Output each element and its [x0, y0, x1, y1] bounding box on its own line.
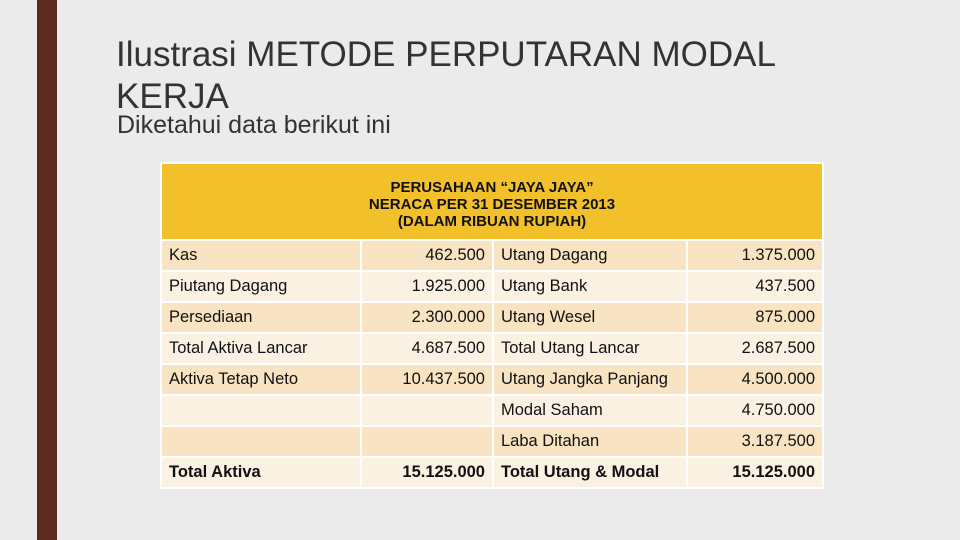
total-assets-value: 15.125.000 — [361, 457, 493, 488]
table-row — [161, 426, 823, 457]
liability-label: Utang Dagang — [493, 240, 687, 271]
table-header-row — [161, 163, 823, 240]
asset-label: Persediaan — [161, 302, 361, 333]
slide-title: Ilustrasi METODE PERPUTARAN MODAL KERJA — [116, 35, 775, 116]
total-assets-label: Total Aktiva — [161, 457, 361, 488]
liability-label: Laba Ditahan — [493, 426, 687, 457]
company-name: PERUSAHAAN “JAYA JAYA” — [390, 179, 594, 196]
balance-date: NERACA PER 31 DESEMBER 2013 — [368, 196, 616, 213]
asset-value: 10.437.500 — [361, 364, 493, 395]
liability-value: 2.687.500 — [687, 333, 823, 364]
table-row — [161, 302, 823, 333]
asset-value: 1.925.000 — [361, 271, 493, 302]
liability-value: 3.187.500 — [687, 426, 823, 457]
balance-sheet-table — [160, 162, 824, 489]
table-header — [161, 163, 823, 240]
asset-label: Total Aktiva Lancar — [161, 333, 361, 364]
asset-value: 462.500 — [361, 240, 493, 271]
table-row — [161, 271, 823, 302]
liability-label: Utang Bank — [493, 271, 687, 302]
liability-label: Total Utang Lancar — [493, 333, 687, 364]
asset-label — [161, 426, 361, 457]
liability-value: 875.000 — [687, 302, 823, 333]
table-row — [161, 333, 823, 364]
total-liabilities-value: 15.125.000 — [687, 457, 823, 488]
table-row — [161, 364, 823, 395]
asset-value — [361, 426, 493, 457]
liability-value: 4.750.000 — [687, 395, 823, 426]
asset-value: 4.687.500 — [361, 333, 493, 364]
currency-unit: (DALAM RIBUAN RUPIAH) — [397, 213, 587, 230]
asset-label: Kas — [161, 240, 361, 271]
asset-label: Piutang Dagang — [161, 271, 361, 302]
table-row — [161, 240, 823, 271]
total-liabilities-label: Total Utang & Modal — [493, 457, 687, 488]
asset-value — [361, 395, 493, 426]
asset-label — [161, 395, 361, 426]
slide-subtitle: Diketahui data berikut ini — [117, 111, 391, 139]
liability-value: 4.500.000 — [687, 364, 823, 395]
liability-label: Utang Jangka Panjang — [493, 364, 687, 395]
table-row — [161, 395, 823, 426]
asset-label: Aktiva Tetap Neto — [161, 364, 361, 395]
table-total-row — [161, 457, 823, 488]
side-accent-bar — [37, 0, 57, 540]
liability-label: Utang Wesel — [493, 302, 687, 333]
liability-value: 437.500 — [687, 271, 823, 302]
asset-value: 2.300.000 — [361, 302, 493, 333]
liability-value: 1.375.000 — [687, 240, 823, 271]
liability-label: Modal Saham — [493, 395, 687, 426]
